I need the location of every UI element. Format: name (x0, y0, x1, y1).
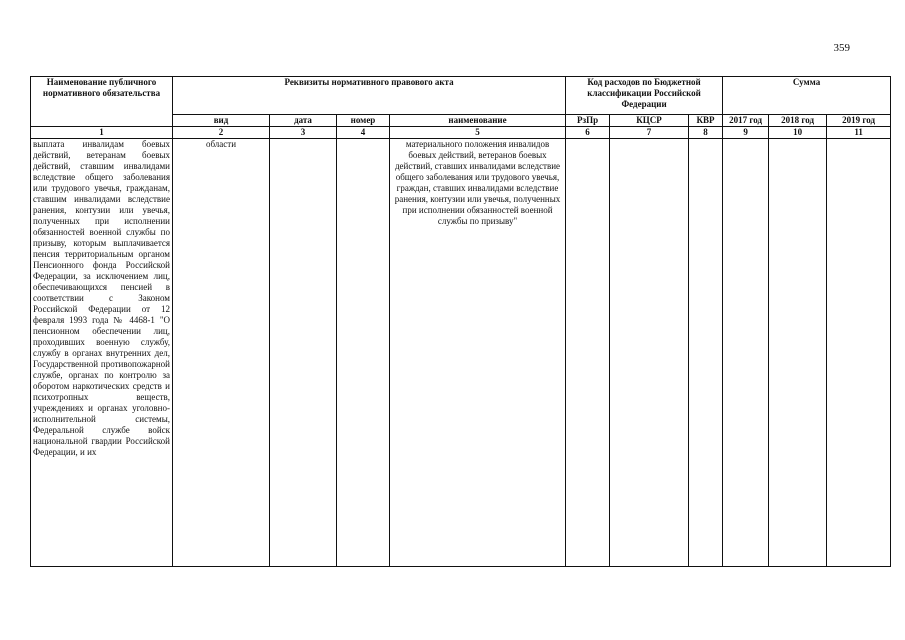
act-date-cell (270, 139, 337, 567)
column-number-row (31, 127, 891, 139)
subheader-year-2018: 2018 год (769, 115, 827, 127)
header-row (31, 77, 891, 115)
column-number: 2 (173, 127, 270, 139)
amount-2019-cell (827, 139, 891, 567)
budget-obligations-table (30, 76, 891, 567)
column-number: 1 (31, 127, 173, 139)
header-budget-code: Код расходов по Бюджетной классификации Российской Федерации (566, 77, 723, 115)
subheader-kvr: КВР (689, 115, 723, 127)
subheader-name: наименование (390, 115, 566, 127)
subheader-year-2019: 2019 год (827, 115, 891, 127)
kcsr-cell (610, 139, 689, 567)
column-number: 6 (566, 127, 610, 139)
column-number: 5 (390, 127, 566, 139)
page-number: 359 (833, 42, 850, 54)
amount-2017-cell (723, 139, 769, 567)
act-type-cell: области (173, 139, 270, 567)
subheader-number: номер (337, 115, 390, 127)
subheader-type: вид (173, 115, 270, 127)
column-number: 11 (827, 127, 891, 139)
column-number: 7 (610, 127, 689, 139)
act-name-cell: материального положения инвалидов боевых действий, ветеранов боевых действий, ставших инвалидами вследствие общего заболевания или трудового увечья, граждан, ставших инвалидами вследствие ранения, контузии или увечья, полученных при исполнении обязанностей военной службы по призыву" (390, 139, 566, 567)
column-number: 3 (270, 127, 337, 139)
column-number: 4 (337, 127, 390, 139)
table-row (31, 139, 891, 567)
subheader-year-2017: 2017 год (723, 115, 769, 127)
obligation-description: выплата инвалидам боевых действий, ветеранам боевых действий, ставшим инвалидами вследствие общего заболевания или трудового увечья, гражданам, ставшим инвалидами вследствие ранения, контузии или увечья, полученных при исполнении обязанностей военной службы по призыву, которым выплачивается пенсия территориальным органом Пенсионного фонда Российской Федерации, за исключением лиц, обеспечивающихся пенсией в соответствии с Законом Российской Федерации от 12 февраля 1993 года № 4468-1 "О пенсионном обеспечении лиц, проходивших военную службу, службу в органах внутренних дел, Государственной противопожарной службе, органах по контролю за оборотом наркотических средств и психотропных веществ, учреждениях и органах уголовно-исполнительной системы, Федеральной службе войск национальной гвардии Российской Федерации, и их (31, 139, 173, 567)
subheader-kcsr: КЦСР (610, 115, 689, 127)
column-number: 9 (723, 127, 769, 139)
header-requisites: Реквизиты нормативного правового акта (173, 77, 566, 115)
column-number: 8 (689, 127, 723, 139)
act-number-cell (337, 139, 390, 567)
amount-2018-cell (769, 139, 827, 567)
subheader-rzpr: РзПр (566, 115, 610, 127)
rzpr-cell (566, 139, 610, 567)
header-obligation-name: Наименование публичного нормативного обязательства (31, 77, 173, 127)
kvr-cell (689, 139, 723, 567)
subheader-date: дата (270, 115, 337, 127)
column-number: 10 (769, 127, 827, 139)
header-amount: Сумма (723, 77, 891, 115)
